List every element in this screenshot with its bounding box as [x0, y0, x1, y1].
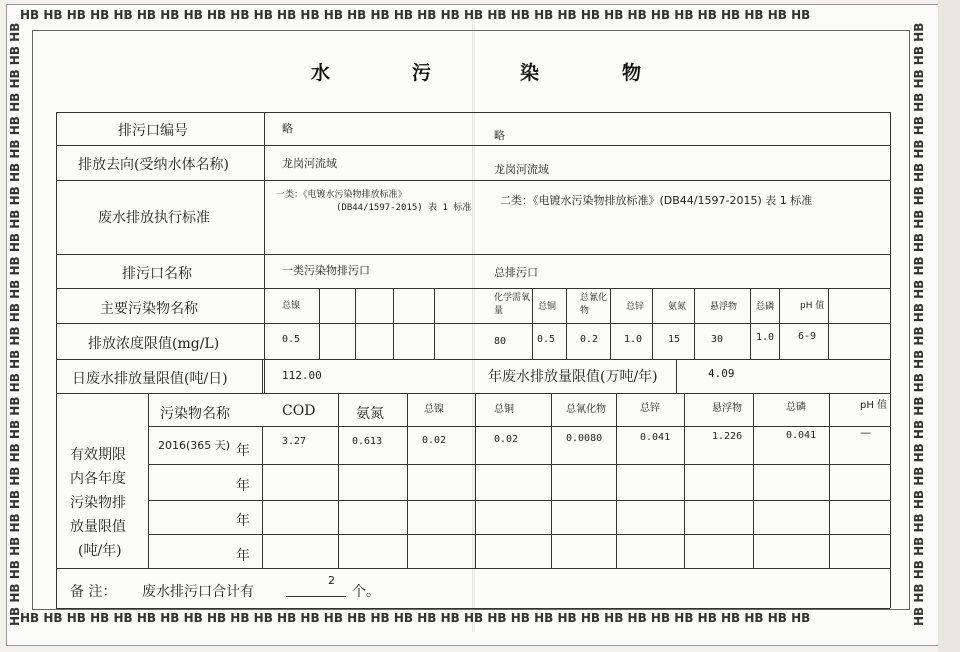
title-char-1: 水 [311, 62, 331, 84]
period-col-ss: 悬浮物 [712, 403, 742, 414]
pollutant-right-5: 氨氮 [668, 302, 687, 312]
period-val-tp: 0.041 [786, 430, 817, 441]
period-col-cu: 总铜 [494, 404, 514, 415]
conc-right-4: 1.0 [624, 334, 643, 345]
concentration-label: 排放浓度限值(mg/L) [88, 336, 220, 352]
period-val-cu: 0.02 [494, 434, 519, 445]
period-val-cod: 3.27 [282, 436, 307, 447]
pollutant-right-1: 化学需氧量 [494, 293, 531, 316]
hb-border-top: HB HB HB HB HB HB HB HB HB HB HB HB HB HB HB HB HB HB HB HB HB HB HB HB HB HB HB HB HB HB HB HB HB HB [20, 8, 811, 22]
remarks-text: 废水排污口合计有 [142, 584, 254, 600]
conc-right-5: 15 [668, 334, 681, 345]
outlet-id-label: 排污口编号 [118, 123, 188, 139]
outlet-name-right: 总排污口 [494, 266, 538, 279]
remarks-label: 备 注： [70, 584, 117, 600]
pollutant-right-6: 悬浮物 [710, 302, 738, 312]
pollutant-right-8: pH 值 [800, 301, 825, 311]
period-val-ss: 1.226 [712, 431, 743, 442]
period-col-cod: COD [282, 403, 316, 419]
period-val-zn: 0.041 [640, 432, 671, 443]
period-col-tp: 总磷 [786, 402, 806, 413]
destination-left: 龙岗河流域 [282, 157, 337, 170]
period-label-line-1: 有效期限 [70, 447, 126, 463]
conc-right-3: 0.2 [580, 334, 599, 345]
period-header-label: 污染物名称 [160, 406, 230, 422]
destination-right: 龙岗河流域 [494, 163, 549, 176]
destination-label: 排放去向(受纳水体名称) [78, 157, 229, 173]
pollutants-label: 主要污染物名称 [100, 301, 198, 317]
period-val-cn: 0.0080 [566, 433, 603, 444]
pollutant-right-7: 总磷 [756, 302, 775, 312]
daily-value: 112.00 [282, 369, 322, 382]
period-label-line-5: (吨/年) [78, 543, 122, 559]
hb-border-right: HB HB HB HB HB HB HB HB HB HB HB HB HB HB HB HB HB HB HB HB HB HB HB HB HB HB [912, 22, 926, 626]
period-year-suffix-1: 年 [236, 443, 250, 459]
conc-left-1: 0.5 [282, 334, 301, 345]
period-col-cn: 总氰化物 [566, 404, 606, 415]
conc-right-1: 80 [494, 336, 507, 347]
pollutant-right-4: 总锌 [626, 302, 645, 312]
standard-right: 二类：《电镀水污染物排放标准》(DB44/1597-2015) 表 1 标准 [500, 194, 813, 207]
period-label-line-3: 污染物排 [70, 495, 126, 511]
hb-border-bottom: HB HB HB HB HB HB HB HB HB HB HB HB HB HB HB HB HB HB HB HB HB HB HB HB HB HB HB HB HB HB HB HB HB HB [20, 611, 811, 625]
title-char-4: 物 [622, 62, 642, 84]
annual-label: 年废水排放量限值(万吨/年) [488, 369, 658, 385]
period-year-1: 2016(365 天) [158, 439, 231, 452]
period-label-line-4: 放量限值 [70, 519, 126, 535]
outlet-id-right: 略 [494, 129, 505, 142]
standard-left-line1: 一类：《电镀水污染物排放标准》 [276, 190, 407, 200]
annual-value: 4.09 [708, 367, 735, 380]
period-year-suffix-3: 年 [236, 513, 250, 529]
conc-right-2: 0.5 [537, 334, 556, 345]
remarks-unit: 个。 [352, 584, 380, 600]
remarks-count: 2 [328, 574, 335, 587]
period-label-line-2: 内各年度 [70, 471, 126, 487]
period-col-zn: 总锌 [640, 403, 660, 414]
pollutant-left-1: 总镍 [282, 301, 301, 311]
pollutant-right-3: 总氰化物 [580, 293, 608, 316]
next-page-edge [938, 0, 960, 652]
conc-right-6: 30 [711, 334, 724, 345]
standard-label: 废水排放执行标准 [98, 210, 210, 226]
outlet-name-left: 一类污染物排污口 [282, 264, 370, 277]
period-col-ni: 总镍 [424, 404, 444, 415]
period-val-nh3: 0.613 [352, 436, 383, 447]
conc-right-8: 6-9 [798, 331, 817, 342]
period-col-nh3: 氨氮 [356, 406, 384, 422]
pollutant-right-2: 总铜 [538, 302, 557, 312]
title-char-2: 污 [412, 62, 432, 84]
remarks-underline [286, 596, 346, 597]
period-val-ni: 0.02 [422, 435, 447, 446]
outlet-name-label: 排污口名称 [122, 266, 192, 282]
outlet-id-left: 略 [282, 122, 293, 135]
title-char-3: 染 [520, 62, 540, 84]
period-year-suffix-4: 年 [236, 548, 250, 564]
daily-label: 日废水排放量限值(吨/日) [72, 371, 228, 387]
hb-border-left: HB HB HB HB HB HB HB HB HB HB HB HB HB HB HB HB HB HB HB HB HB HB HB HB HB HB [8, 22, 22, 626]
standard-left-line2: (DB44/1597-2015) 表 1 标准 [336, 203, 472, 213]
period-year-suffix-2: 年 [236, 478, 250, 494]
period-val-ph: — [860, 426, 871, 439]
period-col-ph: pH 值 [860, 400, 888, 411]
conc-right-7: 1.0 [756, 332, 775, 343]
